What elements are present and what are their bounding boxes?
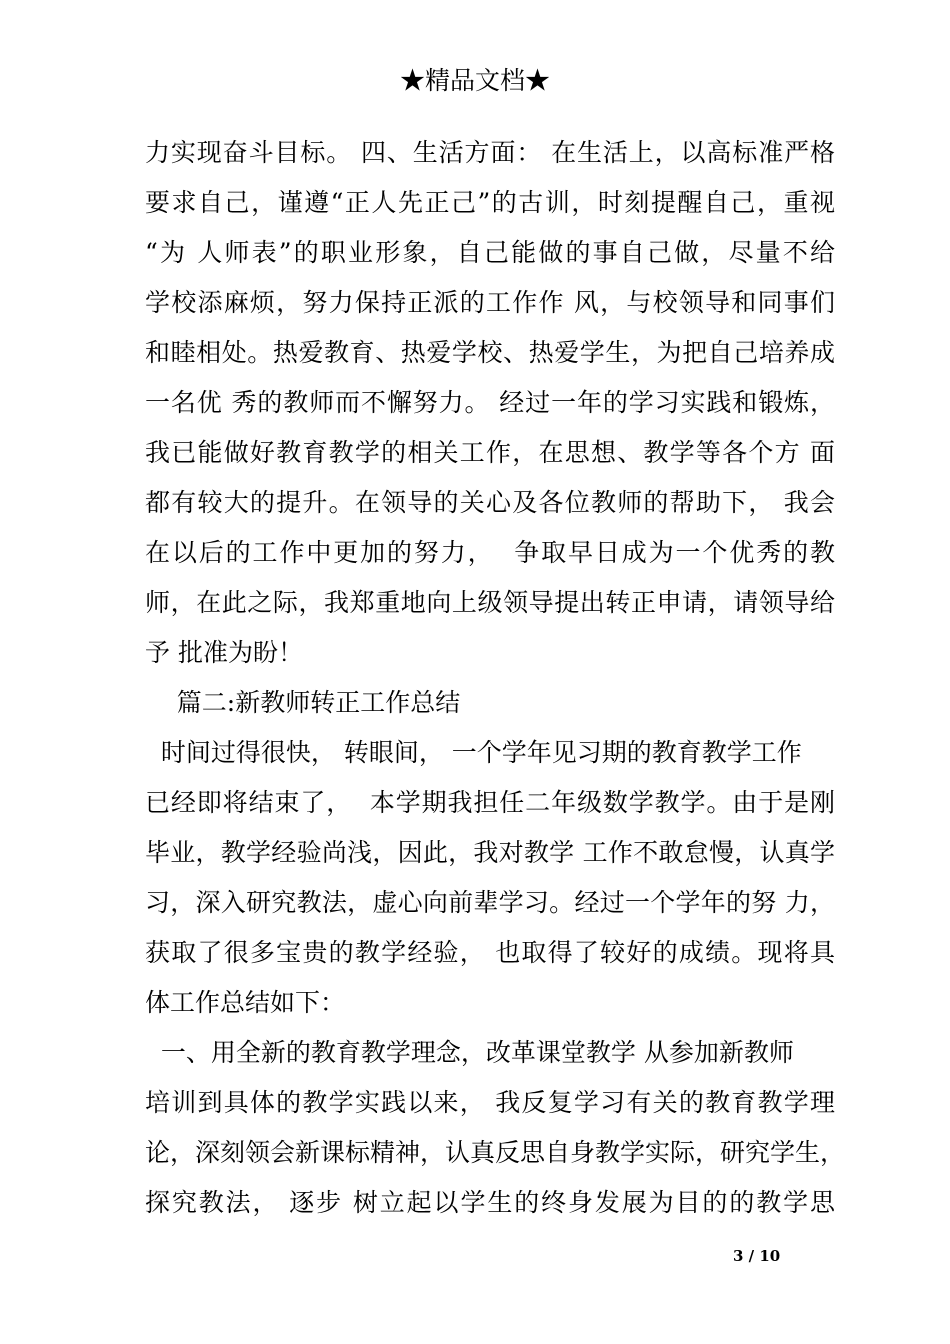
text-line: 我已能做好教育教学的相关工作，在思想、教学等各个方 面 (145, 438, 835, 467)
text-line: 师，在此之际，我郑重地向上级领导提出转正申请，请领导给 (145, 588, 835, 617)
text-line: 一名优 秀的教师而不懈努力。 经过一年的学习实践和锻炼， (145, 388, 835, 417)
text-line: 在以后的工作中更加的努力， 争取早日成为一个优秀的教 (145, 538, 835, 567)
text-line: 毕业，教学经验尚浅，因此，我对教学 工作不敢怠慢，认真学 (145, 838, 835, 867)
text-line: 和睦相处。热爱教育、热爱学校、热爱学生，为把自己培养成 (145, 338, 835, 367)
text-line: 时间过得很快， 转眼间， 一个学年见习期的教育教学工作 (145, 738, 802, 767)
text-line: 习，深入研究教法，虚心向前辈学习。经过一个学年的努 力， (145, 888, 835, 917)
section-heading: 篇二:新教师转正工作总结 (145, 688, 461, 717)
text-line: 论，深刻领会新课标精神，认真反思自身教学实际，研究学生， (145, 1138, 846, 1167)
text-line: 体工作总结如下： (145, 988, 346, 1017)
document-header-title: ★精品文档★ (399, 66, 550, 95)
text-line: 力实现奋斗目标。 四、生活方面： 在生活上，以高标准严格 (145, 138, 835, 167)
page-number: 3 / 10 (733, 1247, 781, 1265)
text-line: 探究教法， 逐步 树立起以学生的终身发展为目的的教学思 (145, 1188, 835, 1217)
text-line: 已经即将结束了， 本学期我担任二年级数学教学。由于是刚 (145, 788, 835, 817)
text-line: 都有较大的提升。在领导的关心及各位教师的帮助下， 我会 (145, 488, 835, 517)
text-line: 培训到具体的教学实践以来， 我反复学习有关的教育教学理 (145, 1088, 835, 1117)
text-line: 学校添麻烦，努力保持正派的工作作 风，与校领导和同事们 (145, 288, 835, 317)
text-line: 获取了很多宝贵的教学经验， 也取得了较好的成绩。现将具 (145, 938, 835, 967)
text-line: 予 批准为盼！ (145, 638, 303, 667)
text-line: “为 人师表”的职业形象，自己能做的事自己做，尽量不给 (145, 238, 835, 267)
document-body (145, 128, 846, 1228)
text-line: 一、用全新的教育教学理念，改革课堂教学 从参加新教师 (145, 1038, 794, 1067)
text-line: 要求自己，谨遵“正人先正己”的古训，时刻提醒自己，重视 (145, 188, 835, 217)
